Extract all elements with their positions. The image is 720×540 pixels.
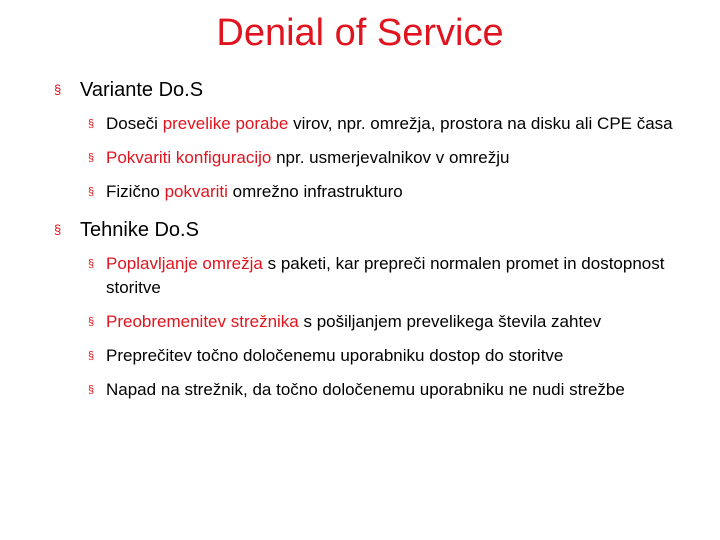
item-text: npr. usmerjevalnikov v omrežju bbox=[271, 148, 510, 167]
list-item bbox=[48, 252, 688, 300]
bullet-icon: § bbox=[88, 316, 95, 328]
list-item bbox=[48, 344, 688, 368]
item-highlight: pokvariti bbox=[164, 182, 228, 201]
bullet-icon: § bbox=[54, 82, 62, 97]
bullet-icon: § bbox=[88, 258, 95, 270]
item-highlight: prevelike porabe bbox=[162, 114, 289, 133]
section-heading-label: Variante Do.S bbox=[80, 79, 204, 101]
item-text: virov, npr. omrežja, prostora na disku ali CPE časa bbox=[288, 114, 673, 133]
slide-title: Denial of Service bbox=[216, 12, 504, 54]
item-text: Napad na strežnik, da točno določenemu uporabniku ne nudi strežbe bbox=[106, 380, 625, 399]
item-text: Preprečitev točno določenemu uporabniku dostop do storitve bbox=[106, 346, 564, 365]
section-heading-label: Tehnike Do.S bbox=[80, 219, 199, 241]
section-heading-variante bbox=[48, 78, 688, 102]
section-heading-tehnike bbox=[48, 218, 688, 242]
bullet-icon: § bbox=[88, 152, 95, 164]
item-text: Fizično bbox=[106, 182, 165, 201]
item-highlight: Pokvariti konfiguracijo bbox=[106, 148, 272, 167]
list-item bbox=[48, 112, 688, 136]
bullet-icon: § bbox=[88, 118, 95, 130]
bullet-icon: § bbox=[88, 186, 95, 198]
item-text: s pošiljanjem prevelikega števila zahtev bbox=[298, 312, 602, 331]
list-item bbox=[48, 180, 688, 204]
item-highlight: Poplavljanje omrežja bbox=[106, 254, 263, 273]
item-highlight: Preobremenitev strežnika bbox=[106, 312, 299, 331]
slide-content bbox=[48, 78, 688, 402]
list-item bbox=[48, 310, 688, 334]
item-text: s paketi, kar prepreči normalen promet in dostopnost storitve bbox=[106, 254, 665, 297]
item-text: Doseči bbox=[106, 114, 163, 133]
list-item bbox=[48, 378, 688, 402]
list-item bbox=[48, 146, 688, 170]
item-text: omrežno infrastrukturo bbox=[227, 182, 403, 201]
bullet-icon: § bbox=[88, 350, 95, 362]
bullet-icon: § bbox=[88, 384, 95, 396]
bullet-icon: § bbox=[54, 222, 62, 237]
